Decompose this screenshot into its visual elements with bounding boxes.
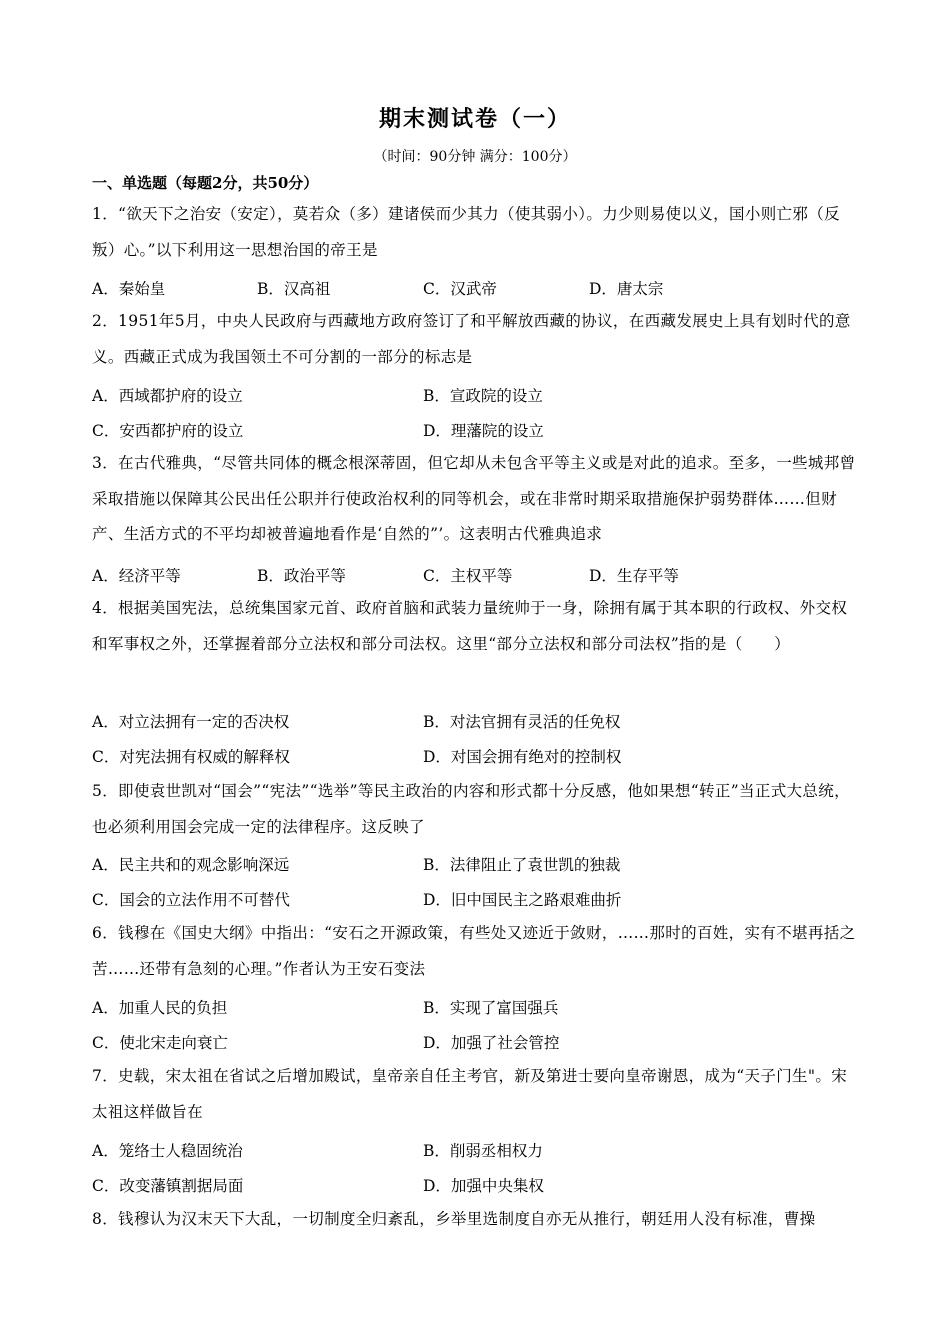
page-title: 期末测试卷（一） — [378, 106, 571, 132]
option-c[interactable]: C．改变藩镇割据局面 — [92, 1177, 244, 1195]
option-b[interactable]: B．实现了富国强兵 — [423, 999, 559, 1017]
option-d[interactable]: D．理藩院的设立 — [423, 422, 544, 440]
question-4: 4．根据美国宪法，总统集国家元首、政府首脑和武装力量统帅于一身，除拥有属于其本职的行政权、外交权和军事权之外，还掌握着部分立法权和部分司法权。这里“部分立法权和部分司法权”指的是（ ） — [92, 599, 848, 653]
question-7: 7．史载，宋太祖在省试之后增加殿试，皇帝亲自任主考官，新及第进士要向皇帝谢恩，成为“天子门生"。宋太祖这样做旨在 — [92, 1067, 848, 1121]
option-a[interactable]: A．加重人民的负担 — [92, 999, 228, 1017]
question-7-options-row-1 — [92, 1139, 862, 1163]
question-3: 3．在古代雅典，“尽管共同体的概念根深蒂固，但它却从未包含平等主义或是对此的追求。至多，一些城邦曾采取措施以保障其公民出任公职并行使政治权利的同等机会，或在非常时期采取措施保护弱势群体……但财产、生活方式的不平均却被普遍地看作是‘自然的”’。这表明古代雅典追求 — [92, 454, 856, 543]
exam-time-score: （时间：90分钟 满分：100分） — [373, 149, 577, 165]
option-c[interactable]: C．汉武帝 — [423, 280, 497, 298]
option-c[interactable]: C．主权平等 — [423, 567, 513, 585]
question-4-options-row-1 — [92, 710, 862, 734]
section-heading: 一、单选题（每题2分，共50分） — [92, 174, 319, 192]
question-7-options-row-2 — [92, 1174, 862, 1198]
option-a[interactable]: A．笼络士人稳固统治 — [92, 1142, 243, 1160]
option-b[interactable]: B．宣政院的设立 — [423, 387, 543, 405]
option-c[interactable]: C．安西都护府的设立 — [92, 422, 244, 440]
question-5: 5．即使袁世凯对“国会”“宪法”“选举”等民主政治的内容和形式都十分反感，他如果想“转正”当正式大总统，也必须利用国会完成一定的法律程序。这反映了 — [92, 782, 850, 836]
question-6: 6．钱穆在《国史大纲》中指出：“安石之开源政策，有些处又迹近于敛财，……那时的百姓，实有不堪再括之苦……还带有急刻的心理。”作者认为王安石变法 — [92, 924, 856, 978]
option-d[interactable]: D．生存平等 — [589, 567, 679, 585]
question-2-options-row-1 — [92, 384, 862, 408]
option-c[interactable]: C．国会的立法作用不可替代 — [92, 891, 290, 909]
question-4-options-row-2 — [92, 745, 862, 769]
option-d[interactable]: D．加强中央集权 — [423, 1177, 544, 1195]
option-b[interactable]: B．削弱丞相权力 — [423, 1142, 543, 1160]
question-1-options — [92, 277, 862, 301]
question-2-options-row-2 — [92, 419, 862, 443]
option-d[interactable]: D．唐太宗 — [589, 280, 664, 298]
question-6-options-row-1 — [92, 996, 862, 1020]
question-5-options-row-2 — [92, 888, 862, 912]
option-b[interactable]: B．政治平等 — [257, 567, 346, 585]
option-d[interactable]: D．旧中国民主之路艰难曲折 — [423, 891, 622, 909]
question-6-options-row-2 — [92, 1031, 862, 1055]
question-8: 8．钱穆认为汉末天下大乱，一切制度全归紊乱，乡举里选制度自亦无从推行，朝廷用人没有标准，曹操 — [92, 1210, 816, 1228]
option-c[interactable]: C．使北宋走向衰亡 — [92, 1034, 228, 1052]
option-b[interactable]: B．法律阻止了袁世凯的独裁 — [423, 856, 621, 874]
option-a[interactable]: A．西域都护府的设立 — [92, 387, 243, 405]
option-a[interactable]: A．经济平等 — [92, 567, 181, 585]
option-b[interactable]: B．对法官拥有灵活的任免权 — [423, 713, 621, 731]
question-5-options-row-1 — [92, 853, 862, 877]
question-1: 1．“欲天下之治安（安定），莫若众（多）建诸侯而少其力（使其弱小）。力少则易使以义，国小则亡邪（反叛）心。”以下利用这一思想治国的帝王是 — [92, 205, 840, 259]
option-b[interactable]: B．汉高祖 — [257, 280, 331, 298]
question-2: 2．1951年5月，中央人民政府与西藏地方政府签订了和平解放西藏的协议，在西藏发展史上具有划时代的意义。西藏正式成为我国领土不可分割的一部分的标志是 — [92, 312, 851, 366]
option-d[interactable]: D．对国会拥有绝对的控制权 — [423, 748, 622, 766]
option-a[interactable]: A．对立法拥有一定的否决权 — [92, 713, 290, 731]
option-a[interactable]: A．秦始皇 — [92, 280, 166, 298]
option-a[interactable]: A．民主共和的观念影响深远 — [92, 856, 290, 874]
option-d[interactable]: D．加强了社会管控 — [423, 1034, 560, 1052]
option-c[interactable]: C．对宪法拥有权威的解释权 — [92, 748, 290, 766]
question-3-options — [92, 564, 862, 588]
